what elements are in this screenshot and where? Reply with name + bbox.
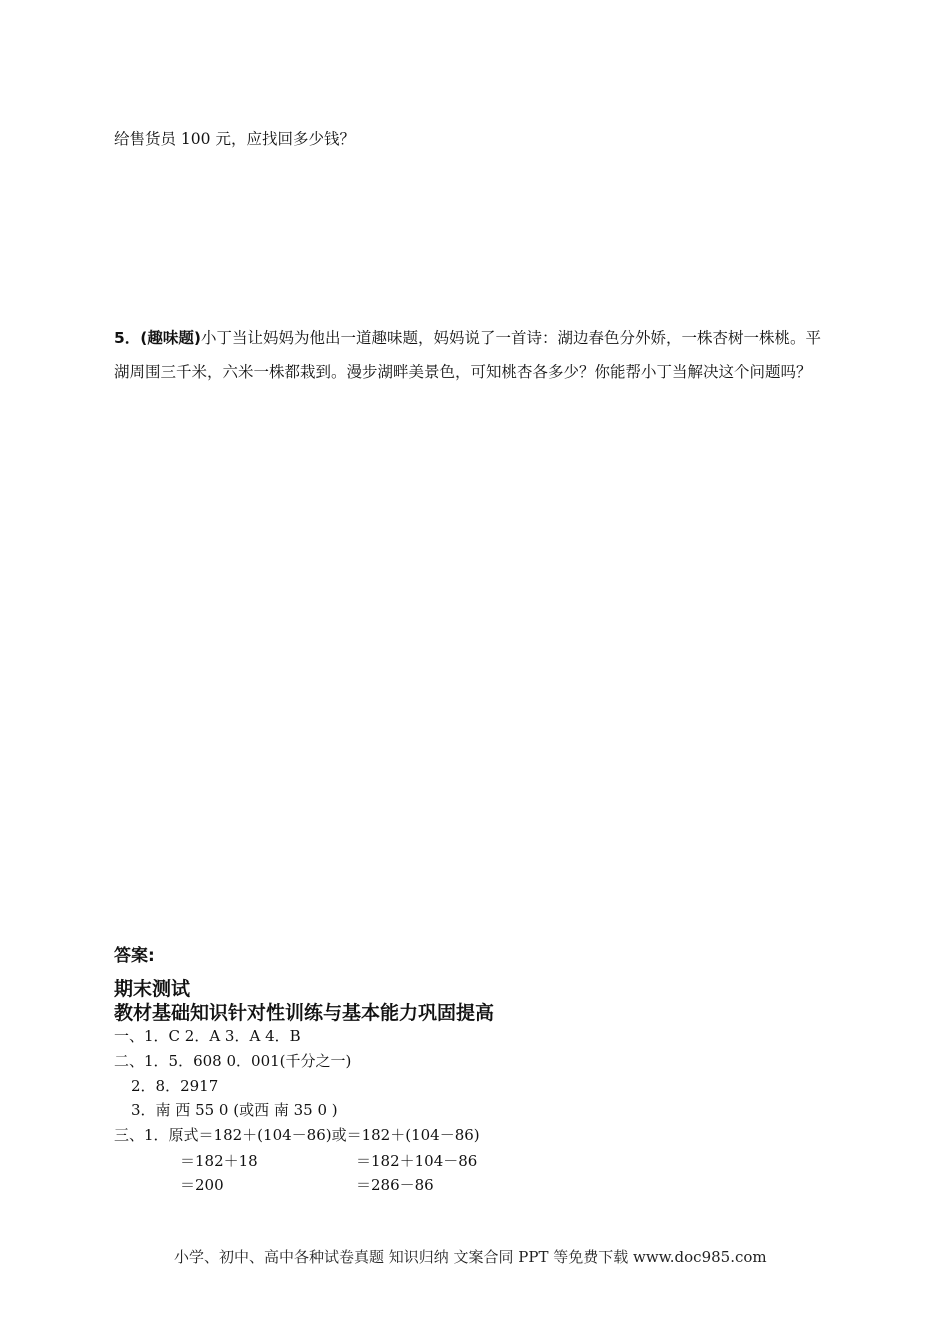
question-5-tag: (趣味题) <box>140 329 201 347</box>
answers-title-2: 教材基础知识针对性训练与基本能力巩固提高 <box>114 1002 495 1024</box>
answer-line-s1: 一、1．C 2．A 3．A 4．B <box>114 1027 301 1045</box>
answer-line-s2-3: 3．南 西 55 0 (或西 南 35 0 ) <box>131 1101 338 1119</box>
question-4-tail: 给售货员 100 元，应找回多少钱？ <box>114 130 355 148</box>
answer-line-s3-2a: ＝182＋18 <box>180 1152 258 1170</box>
answer-line-s3-1: 三、1．原式＝182＋(104－86)或＝182＋(104－86) <box>114 1126 480 1144</box>
answer-line-s3-3b: ＝286－86 <box>356 1176 434 1194</box>
answer-line-s2-1: 二、1．5．608 0．001(千分之一) <box>114 1052 352 1070</box>
question-5 <box>114 321 834 389</box>
answers-heading: 答案: <box>114 946 155 966</box>
question-5-number: 5． <box>114 329 141 347</box>
answers-title-1: 期末测试 <box>114 978 191 1000</box>
question-5-text: 小丁当让妈妈为他出一道趣味题，妈妈说了一首诗：湖边春色分外娇，一株杏树一株桃。平湖周围三千米，六米一株都栽到。漫步湖畔美景色，可知桃杏各多少？你能帮小丁当解决这个问题吗？ <box>114 329 821 381</box>
answer-line-s3-2b: ＝182＋104－86 <box>356 1152 478 1170</box>
answer-line-s3-3a: ＝200 <box>180 1176 224 1194</box>
page-footer: 小学、初中、高中各种试卷真题 知识归纳 文案合同 PPT 等免费下载 www.doc985.com <box>174 1248 767 1266</box>
answer-line-s2-2: 2．8．2917 <box>131 1077 219 1095</box>
